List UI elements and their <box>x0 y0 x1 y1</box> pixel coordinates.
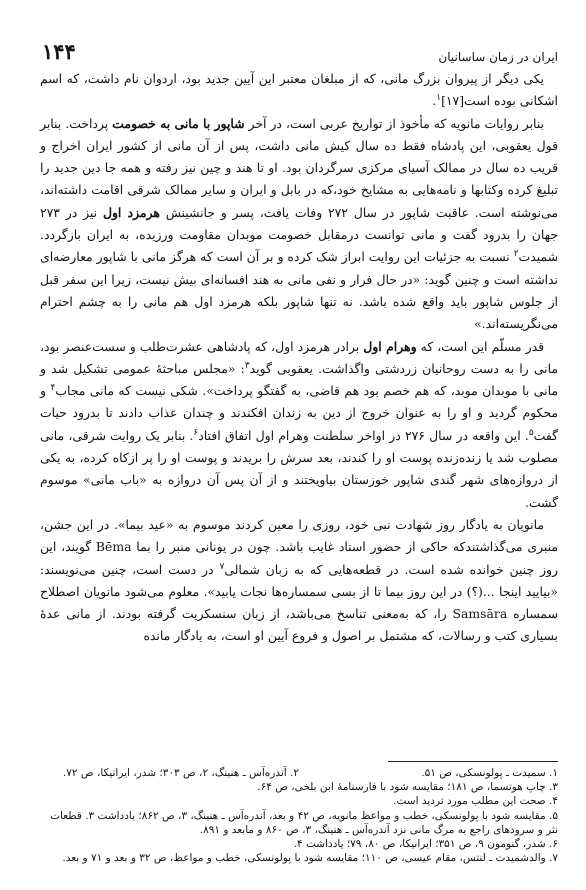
text-run: مانویان به یادگار روز شهادت نبی خود، روزی را معین کردند موسوم به «عید بیما». در این جشن، منبری می‌گذاشتندکه حاکی از حضور استاد غایب باشد. چون در یونانی منبر را بما Bēma گویند، این روز چنین خوانده شده است. در قطعه‌هایی که به زبان شمالی <box>40 516 558 577</box>
footnote-1: ۱. سمیدت ـ پولونسکی، ص ۵۱. <box>421 767 558 779</box>
text-run: نیز در ۲۷۳ جهان را بدرود گفت و مانی توانست درمقابل خصومت موبدان مقاومت ورزیده، به ایران بازگردد. شمیدت <box>40 204 558 265</box>
footnote-marker: ۳ <box>244 360 250 371</box>
page-header <box>42 38 558 64</box>
footnote-5: ۵. مقایسه شود با پولونسکی، خطب و مواعظ مانویه، ص ۴۲ و بعد، آندره‌آس ـ هنینگ، ۳، ص ۸۶۲؛ یادداشت ۳. قطعات نثر و سرودهای راجع به مرگ مانی نزد آندره‌آس ـ هنینگ، ۳، ص ۸۶۰ و مابعد و ۸۹۱. <box>50 809 558 836</box>
text-run: . <box>432 93 437 109</box>
footnote-marker: ۲ <box>513 249 519 260</box>
footnote-6: ۶. شدر، گنومون ۹، ص ۳۵۱؛ ایرانیکا، ص ۸۰، ۷۹؛ یادداشت ۴. <box>293 838 558 851</box>
footnote-rule <box>388 761 558 762</box>
footnote-3: ۳. چاپ هوتسما، ص ۱۸۱؛ مقایسه شود با فارسنامهٔ ابن بلخی، ص ۶۴. <box>257 781 558 794</box>
running-title: ایران در زمان ساسانیان <box>438 50 558 64</box>
paragraph <box>40 113 558 336</box>
text-run: بنابر روایات مانویه که مأخوذ از تواریخ عربی است، در آخر <box>244 115 545 131</box>
text-run: پرداخت. بنابر قول یعقوبی، این پادشاه فقط ده سال کیش مانی داشت، پس از آن مانی از کشور ایران اخراج و قریب ده سال در ممالک آسیای مرکزی سرگردان بود. او تا هند و چین نیز رفته و همه جا دین جدید را تبلیغ کرده وکتابها و نامه‌هایی به مشایخ خود،که در بابل و ایران و سایر ممالک شرقی اقامت داشته‌اند، می‌نوشته است. عاقبت شاپور در سال ۲۷۲ وفات یافت، پسر و جانشینش <box>40 115 559 220</box>
footnote-marker: ۵ <box>528 427 534 438</box>
text-run: و محکوم گردید و او را به عنوان خروج از دین به زندان افکندند و چندان عذاب دادند تا بدرود حیات گفت <box>40 383 558 443</box>
footnote-7: ۷. والدشمیدت ـ لنتس، مقام عیسی، ص ۱۱۰؛ مقایسه شود با پولونسکی، خطب و مواعظ، ص ۳۲ و بعد و ۷۱ و بعد. <box>62 852 558 865</box>
footnote-row <box>40 766 558 780</box>
body-text <box>40 68 558 648</box>
text-run: . این واقعه در سال ۲۷۶ در اواخر سلطنت وهرام اول اتفاق افتاد <box>198 427 529 443</box>
footnote-4: ۴. صحت این مطلب مورد تردید است. <box>393 795 558 808</box>
text-run: . بنابر یک روایت شرقی، مانی مصلوب شد یا زنده‌زنده پوست او را کندند، بعد سرش را بریدند و پوست او را پر ازکاه کرده، به یکی از دروازه‌های شهر گندی شاپور خوزستان بیاویختند و از آن پس آن دروازه به «باب مانی» موسوم گشت. <box>40 427 558 510</box>
footnote-marker: ۶ <box>193 427 199 438</box>
paragraph <box>40 336 558 514</box>
footnote-marker: ۱ <box>436 93 442 104</box>
text-run: : «مجلس مباحثهٔ عمومی تشکیل شد و مانی با موبدان موبد، که هم خصم بود هم قاضی، به گفتگو پرداخت». شکی نیست که مانی مجاب <box>40 360 558 399</box>
footnotes <box>40 766 558 865</box>
text-run: قدر مسلّم این است، که <box>416 338 544 354</box>
paragraph <box>40 514 558 648</box>
text-run: برادر هرمزد اول، که پادشاهی عشرت‌طلب و سست‌عنصر بود، مانی را به دست روحانیان زردشتی واگذاشت. یعقوبی گوید <box>40 338 559 376</box>
bold-text: شاپور با مانی به خصومت <box>112 115 245 131</box>
bold-text: وهرام اول <box>363 338 417 354</box>
bold-text: هرمزد اول <box>102 204 160 220</box>
page-number: ۱۴۴ <box>42 39 76 64</box>
paragraph <box>40 68 558 113</box>
text-run: یکی دیگر از پیروان بزرگ مانی، که از مبلغان معتبر این آیین جدید بود، اردوان نام داشت، که اسم اشکانی بوده است[۱۷] <box>40 71 558 109</box>
footnote-marker: ۴ <box>50 383 56 394</box>
text-run: نسبت به جزئیات این روایت ابراز شک کرده و بر آن است که هرگز مانی با شاپور معارضه‌ای نداشته است و چنین گوید: «در حال فرار و نفی مانی به هند افسانه‌ای بیش نیست، زیرا این سفر قبل از جلوس شاپور باید واقع شده باشد. نه تنها شاپور بلکه هرمزد اول هم مانی را به چشم احترام می‌نگریسته‌اند.» <box>40 249 558 332</box>
footnote-marker: ۷ <box>219 561 225 572</box>
text-run: در دست است، چنین می‌نویسند: «بیایید اینجا ...(؟) در این روز بیما تا از بسی سمساره‌ها نجات یابید». معلوم می‌شود مانویان اصطلاح سمساره Samsāra را، که به‌معنی تناسخ می‌باشد، از زبان سنسکریت گرفته بودند. از مانی عدهٔ بسیاری کتب و رسالات، که مشتمل بر اصول و فروع آیین او است، به یادگار مانده <box>40 561 558 644</box>
footnote-2: ۲. آندره‌آس ـ هنینگ، ۲، ص ۳۰۳؛ شدر، ایرانیکا، ص ۷۲. <box>62 767 299 779</box>
